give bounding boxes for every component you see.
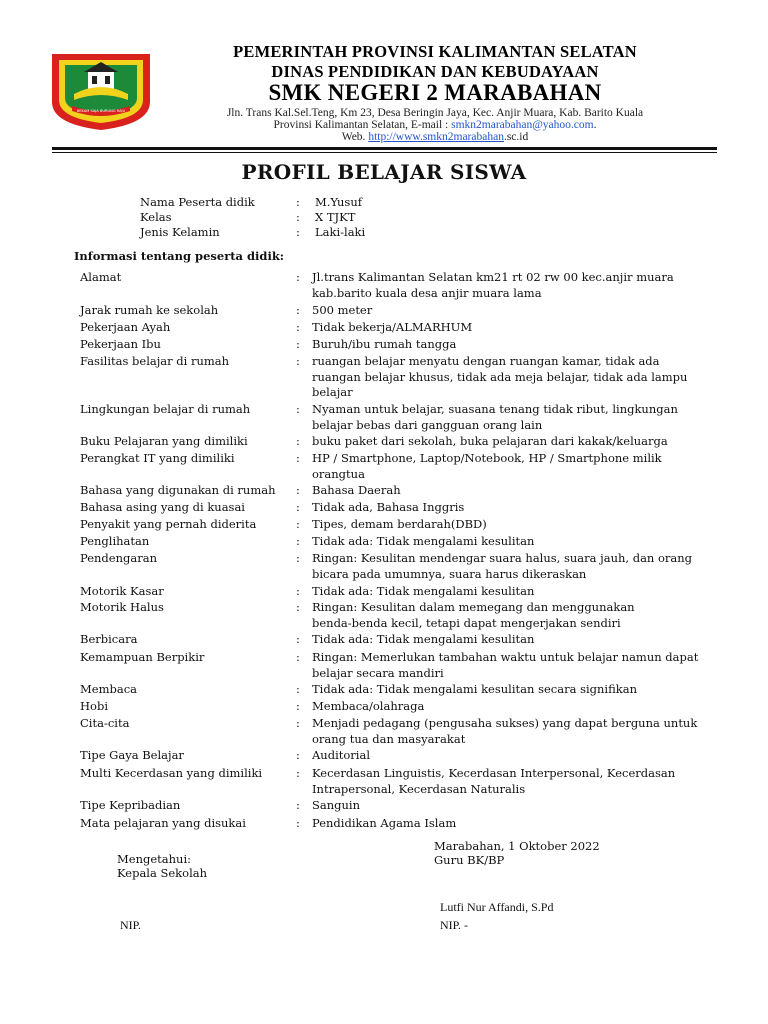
info-label: Membaca [80,682,138,696]
place-date: Marabahan, 1 Oktober 2022 [434,839,600,853]
info-value-line: Tidak ada: Tidak mengalami kesulitan [312,534,535,548]
info-separator: : [296,600,300,614]
student-separator: : [296,195,300,209]
info-value [312,632,534,648]
info-value [312,534,534,550]
info-separator: : [296,632,300,646]
info-label: Tipe Kepribadian [80,798,181,812]
info-separator: : [296,716,300,730]
info-label: Kemampuan Berpikir [80,650,205,664]
info-label: Buku Pelajaran yang dimiliki [80,434,248,448]
info-separator: : [296,699,300,713]
info-separator: : [296,402,300,416]
info-separator: : [296,434,300,448]
info-value-line: Tidak bekerja/ALMARHUM [312,320,473,334]
info-separator: : [296,534,300,548]
info-value-line: Ringan: Memerlukan tambahan waktu untuk belajar namun dapat [312,650,699,664]
info-value-line: Tidak ada: Tidak mengalami kesulitan [312,632,535,646]
header-divider-thick [52,147,717,150]
acknowledged-label: Mengetahui: [117,852,191,866]
info-value-line: Pendidikan Agama Islam [312,816,457,830]
info-separator: : [296,451,300,465]
info-separator: : [296,483,300,497]
info-separator: : [296,337,300,351]
department-heading: DINAS PENDIDIKAN DAN KEBUDAYAAN [271,62,599,81]
logo-motto-text: BEKAM SAJA BURUNG RAJU [76,109,126,113]
info-value [312,500,464,516]
info-value [312,798,360,814]
email-address[interactable]: smkn2marabahan@yahoo.com [451,119,594,131]
info-value-line: Ringan: Kesulitan dalam memegang dan menggunakan [312,600,635,614]
info-value-line: Tidak ada: Tidak mengalami kesulitan [312,584,535,598]
address-line: Jln. Trans Kal.Sel.Teng, Km 23, Desa Beringin Jaya, Kec. Anjir Muara, Kab. Barito Kuala [226,107,644,119]
info-value-line: 500 meter [312,303,373,317]
info-label: Bahasa yang digunakan di rumah [80,483,276,497]
email-prefix: Provinsi Kalimantan Selatan, E-mail : [273,119,452,131]
website-line [150,131,720,144]
info-separator: : [296,766,300,780]
info-value-line: ruangan belajar menyatu dengan ruangan kamar, tidak ada [312,354,660,368]
info-value [312,584,534,600]
counselor-role: Guru BK/BP [434,853,505,867]
info-separator: : [296,320,300,334]
info-value [312,337,456,353]
info-label: Tipe Gaya Belajar [80,748,184,762]
student-value: Laki-laki [315,225,366,239]
school-emblem-logo [48,50,154,132]
info-separator: : [296,354,300,368]
info-label: Perangkat IT yang dimiliki [80,451,235,465]
info-value-line: ruangan belajar khusus, tidak ada meja belajar, tidak ada lampu [312,369,688,384]
info-value-line: belajar bebas dari gangguan orang lain [312,417,543,432]
info-separator: : [296,816,300,830]
info-value-line: belajar [312,385,353,399]
info-label: Jarak rumah ke sekolah [80,303,219,317]
info-value-line: Auditorial [312,748,371,762]
website-link[interactable]: http://www.smkn2marabahan [368,131,504,143]
student-label: Nama Peserta didik [140,195,255,209]
info-value-line: Kecerdasan Linguistis, Kecerdasan Interpersonal, Kecerdasan [312,766,676,780]
principal-role: Kepala Sekolah [117,866,208,880]
header-divider-thin [52,152,717,153]
info-value-line: HP / Smartphone, Laptop/Notebook, HP / Smartphone milik [312,451,662,465]
info-label: Penglihatan [80,534,150,548]
info-value [312,748,370,764]
student-separator: : [296,225,300,239]
info-separator: : [296,270,300,284]
info-label: Cita-cita [80,716,130,730]
info-separator: : [296,500,300,514]
info-separator: : [296,303,300,317]
info-separator: : [296,551,300,565]
info-value [312,270,674,301]
info-value [312,600,635,631]
info-label: Motorik Kasar [80,584,164,598]
info-value-line: orang tua dan masyarakat [312,731,466,746]
info-value [312,483,401,499]
info-value [312,402,678,433]
info-value [312,816,456,832]
student-value: M.Yusuf [315,195,362,209]
info-value [312,517,487,533]
info-value-line: Tidak ada, Bahasa Inggris [312,500,465,514]
counselor-name: Lutfi Nur Affandi, S.Pd [440,900,554,914]
info-separator: : [296,650,300,664]
student-separator: : [296,210,300,224]
counselor-nip: NIP. - [440,918,469,932]
info-value-line: belajar secara mandiri [312,665,444,680]
info-label: Fasilitas belajar di rumah [80,354,230,368]
info-value-line: Sanguin [312,798,360,812]
info-separator: : [296,517,300,531]
student-value: X TJKT [315,210,356,224]
info-label: Penyakit yang pernah diderita [80,517,257,531]
info-value [312,320,472,336]
info-value-line: Buruh/ibu rumah tangga [312,337,457,351]
info-label: Pekerjaan Ayah [80,320,171,334]
info-value-line: orangtua [312,466,365,481]
info-label: Pendengaran [80,551,157,565]
info-value-line: Intrapersonal, Kecerdasan Naturalis [312,781,526,796]
web-prefix: Web. [341,131,369,143]
info-value-line: Jl.trans Kalimantan Selatan km21 rt 02 rw 00 kec.anjir muara [312,270,674,284]
government-heading: PEMERINTAH PROVINSI KALIMANTAN SELATAN [233,42,637,61]
info-value-line: kab.barito kuala desa anjir muara lama [312,285,542,300]
info-value [312,303,372,319]
info-label: Mata pelajaran yang disukai [80,816,246,830]
info-label: Bahasa asing yang di kuasai [80,500,245,514]
info-label: Motorik Halus [80,600,164,614]
school-name-heading: SMK NEGERI 2 MARABAHAN [268,80,602,105]
info-value-line: Menjadi pedagang (pengusaha sukses) yang dapat berguna untuk [312,716,698,730]
info-separator: : [296,798,300,812]
info-value-line: Tipes, demam berdarah(DBD) [312,517,487,531]
info-value-line: Ringan: Kesulitan mendengar suara halus, suara jauh, dan orang [312,551,693,565]
info-label: Multi Kecerdasan yang dimiliki [80,766,263,780]
info-value [312,354,687,401]
info-value-line: Membaca/olahraga [312,699,425,713]
student-label: Jenis Kelamin [140,225,220,239]
info-value-line: benda-benda kecil, tetapi dapat mengerjakan sendiri [312,615,621,630]
info-value-line: Nyaman untuk belajar, suasana tenang tidak ribut, lingkungan [312,402,678,416]
info-value-line: buku paket dari sekolah, buka pelajaran dari kakak/keluarga [312,434,668,448]
info-separator: : [296,748,300,762]
info-value-line: bicara pada umumnya, suara harus dikeraskan [312,566,587,581]
info-heading: Informasi tentang peserta didik: [74,249,285,263]
info-label: Lingkungan belajar di rumah [80,402,251,416]
info-label: Alamat [80,270,122,284]
info-value [312,716,697,747]
info-value [312,766,675,797]
info-separator: : [296,682,300,696]
info-value-line: Tidak ada: Tidak mengalami kesulitan secara signifikan [312,682,638,696]
info-value [312,699,424,715]
info-value [312,682,637,698]
document-title: PROFIL BELAJAR SISWA [241,160,527,184]
info-value [312,551,692,582]
info-label: Hobi [80,699,108,713]
info-separator: : [296,584,300,598]
email-suffix: . [593,119,597,131]
info-value-line: Bahasa Daerah [312,483,401,497]
info-label: Pekerjaan Ibu [80,337,161,351]
web-suffix: .sc.id [503,131,529,143]
info-label: Berbicara [80,632,138,646]
student-label: Kelas [140,210,172,224]
principal-nip: NIP. [120,918,142,932]
info-value [312,434,668,450]
info-value [312,451,662,482]
info-value [312,650,698,681]
